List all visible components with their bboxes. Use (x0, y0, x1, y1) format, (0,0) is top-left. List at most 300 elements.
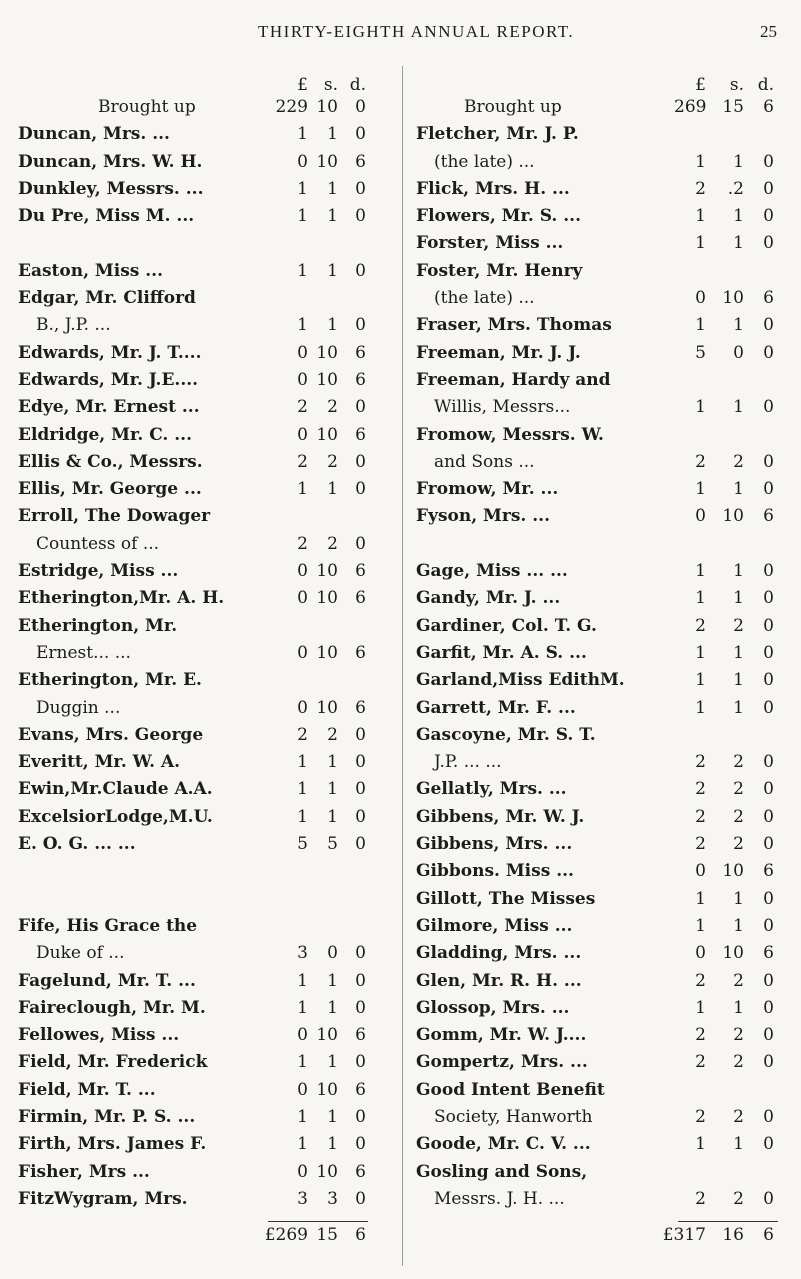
subscriber-name: Fisher, Mrs ... (18, 1161, 150, 1182)
pounds-value: 3 (297, 1188, 308, 1209)
subscriber-name: Estridge, Miss ... (18, 561, 179, 582)
subscriber-row (416, 1186, 786, 1213)
pounds-value: 1 (297, 315, 308, 336)
pounds-value: 2 (695, 1106, 706, 1127)
pounds-value: 1 (695, 997, 706, 1018)
subscriber-row (18, 422, 388, 449)
pounds-value: 1 (297, 779, 308, 800)
pence-value: 0 (355, 724, 366, 745)
subscriber-row (416, 667, 786, 694)
pounds-value: 2 (297, 397, 308, 418)
pounds-value: 3 (297, 943, 308, 964)
subscriber-name: Fagelund, Mr. T. ... (18, 970, 196, 991)
pounds-value: 2 (297, 724, 308, 745)
subscriber-row (416, 176, 786, 203)
shillings-value: 1 (733, 997, 744, 1018)
shillings-value: 1 (733, 315, 744, 336)
subscriber-name: Messrs. J. H. ... (434, 1188, 565, 1209)
pounds-value: 1 (297, 752, 308, 773)
pence-header: d. (349, 75, 366, 95)
pounds-value: 1 (297, 260, 308, 281)
subscriber-row (18, 476, 388, 503)
subscriber-name: Duncan, Mrs. ... (18, 124, 170, 145)
shillings-value: 2 (733, 834, 744, 855)
shillings-value: 1 (733, 915, 744, 936)
total-shillings: 15 (316, 1225, 338, 1246)
subscriber-row (416, 230, 786, 257)
subscriber-name: Firmin, Mr. P. S. ... (18, 1106, 196, 1127)
subscriber-row (18, 1049, 388, 1076)
pounds-value: 2 (695, 779, 706, 800)
subscriber-name: Edgar, Mr. Clifford (18, 288, 196, 309)
subscriber-row (416, 804, 786, 831)
pounds-value: 1 (297, 206, 308, 227)
pounds-value: 2 (695, 834, 706, 855)
pounds-value: 2 (695, 1188, 706, 1209)
subscriber-row (416, 913, 786, 940)
subscriber-name: Erroll, The Dowager (18, 506, 211, 527)
pounds-value: 1 (695, 233, 706, 254)
subscriber-row (416, 995, 786, 1022)
subscriber-name: Gladding, Mrs. ... (416, 943, 582, 964)
subscriber-name: Gascoyne, Mr. S. T. (416, 724, 596, 745)
subscriber-row (416, 585, 786, 612)
pence-value: 0 (355, 260, 366, 281)
pence-value: 0 (355, 834, 366, 855)
subscriber-name: Everitt, Mr. W. A. (18, 752, 181, 773)
column-total-row (18, 1222, 388, 1249)
subscriber-row (416, 422, 786, 449)
subscriber-name: Dunkley, Messrs. ... (18, 178, 204, 199)
pounds-value: 2 (695, 451, 706, 472)
shillings-value: 1 (327, 1134, 338, 1155)
pounds-value: 1 (297, 1052, 308, 1073)
pounds-value: 1 (695, 888, 706, 909)
shillings-value: 1 (327, 1052, 338, 1073)
pounds-value: 1 (695, 1134, 706, 1155)
pence-value: 6 (355, 642, 366, 663)
pence-value: 0 (355, 752, 366, 773)
column-total-row (416, 1222, 786, 1249)
subscriber-row (18, 285, 388, 312)
pence-value: 0 (763, 1025, 774, 1046)
pence-value: 0 (355, 451, 366, 472)
subscriber-row (18, 258, 388, 285)
shillings-value: 10 (316, 642, 338, 663)
subscriber-name: Firth, Mrs. James F. (18, 1134, 207, 1155)
pence-value: 0 (763, 451, 774, 472)
shillings-value: 1 (733, 588, 744, 609)
pence-value: 0 (763, 315, 774, 336)
subscriber-name: Etherington,Mr. A. H. (18, 588, 225, 609)
pounds-value: 0 (695, 288, 706, 309)
pence-value: 0 (763, 752, 774, 773)
subscriber-name: ExcelsiorLodge,M.U. (18, 806, 213, 827)
subscriber-row (416, 968, 786, 995)
subscriber-row (18, 995, 388, 1022)
subscriber-row (416, 121, 786, 148)
pence-value: 0 (763, 151, 774, 172)
pence-value: 6 (763, 943, 774, 964)
pence-value: 0 (763, 806, 774, 827)
pence-value: 0 (763, 561, 774, 582)
subscriber-name: Gandy, Mr. J. ... (416, 588, 561, 609)
subscriber-name: Foster, Mr. Henry (416, 260, 583, 281)
subscriber-name: Fletcher, Mr. J. P. (416, 124, 579, 145)
pounds-value: 1 (695, 642, 706, 663)
subscriber-row (18, 176, 388, 203)
subscriber-row (416, 695, 786, 722)
brought-up-label: Brought up (98, 97, 196, 117)
subscriber-row (416, 940, 786, 967)
subscriber-row (416, 367, 786, 394)
pounds-value: 1 (297, 997, 308, 1018)
subscriber-name: Edwards, Mr. J. T.... (18, 342, 202, 363)
pence-value: 0 (355, 943, 366, 964)
pounds-value: 2 (695, 806, 706, 827)
pounds-value: 1 (695, 479, 706, 500)
shillings-value: 2 (327, 724, 338, 745)
subscriber-row (416, 149, 786, 176)
pounds-header: £ (297, 75, 308, 95)
subscriber-name: Fromow, Messrs. W. (416, 424, 604, 445)
shillings-value: 1 (733, 1134, 744, 1155)
subscriber-name: Field, Mr. T. ... (18, 1079, 156, 1100)
subscriber-row (18, 940, 388, 967)
subscriber-row (416, 749, 786, 776)
pounds-value: 1 (297, 178, 308, 199)
subscriber-row (416, 312, 786, 339)
shillings-value: 1 (327, 260, 338, 281)
pence-value: 0 (763, 915, 774, 936)
shillings-value: 2 (327, 533, 338, 554)
subscriber-name: E. O. G. ... ... (18, 834, 136, 855)
pence-value: 0 (355, 1134, 366, 1155)
pounds-value: 0 (297, 642, 308, 663)
subscriber-name: Gage, Miss ... ... (416, 561, 568, 582)
subscriber-row (18, 886, 388, 913)
pence-value: 6 (355, 1025, 366, 1046)
subscriber-name: Etherington, Mr. (18, 615, 178, 636)
pence-value: 0 (355, 997, 366, 1018)
shillings-value: 10 (722, 861, 744, 882)
subscriber-name: Ernest... ... (36, 642, 131, 663)
subscriber-name: Glossop, Mrs. ... (416, 997, 570, 1018)
subscriber-row (18, 1022, 388, 1049)
shillings-value: 2 (733, 1025, 744, 1046)
shillings-value: 1 (327, 178, 338, 199)
page-number: 25 (760, 22, 777, 41)
shillings-value: 1 (327, 752, 338, 773)
pounds-value: 2 (297, 533, 308, 554)
pence-value: 6 (355, 342, 366, 363)
subscriber-row (18, 312, 388, 339)
pence-value: 0 (355, 206, 366, 227)
pence-value: 0 (763, 342, 774, 363)
shillings-value: 2 (733, 779, 744, 800)
shillings-value: 1 (327, 997, 338, 1018)
pence-value: 6 (355, 697, 366, 718)
shillings-value: 10 (316, 1025, 338, 1046)
subscriber-name: Fife, His Grace the (18, 915, 198, 936)
pence-value: 6 (355, 561, 366, 582)
shillings-value: 1 (733, 697, 744, 718)
left-column (18, 72, 388, 1249)
subscriber-row (18, 858, 388, 885)
shillings-value: 1 (327, 479, 338, 500)
subscriber-name: Du Pre, Miss M. ... (18, 206, 195, 227)
subscriber-name: Evans, Mrs. George (18, 724, 204, 745)
subscriber-name: Good Intent Benefit (416, 1079, 605, 1100)
pounds-value: 0 (695, 943, 706, 964)
subscriber-row (18, 640, 388, 667)
subscriber-name: Freeman, Mr. J. J. (416, 342, 581, 363)
subscriber-name: Easton, Miss ... (18, 260, 164, 281)
pence-value: 0 (763, 1188, 774, 1209)
subscriber-name: Fromow, Mr. ... (416, 479, 559, 500)
shillings-value: 1 (327, 779, 338, 800)
pence-value: 0 (763, 642, 774, 663)
pence-value: 0 (355, 1106, 366, 1127)
subscriber-name: Etherington, Mr. E. (18, 670, 202, 691)
subscriber-row (416, 722, 786, 749)
pence-value: 0 (763, 779, 774, 800)
subscriber-name: Gardiner, Col. T. G. (416, 615, 597, 636)
subscriber-name: Fyson, Mrs. ... (416, 506, 550, 527)
subscriber-name: Freeman, Hardy and (416, 369, 611, 390)
subscriber-row (18, 667, 388, 694)
pence-value: 0 (355, 806, 366, 827)
subscriber-name: Goode, Mr. C. V. ... (416, 1134, 591, 1155)
subscriber-row (18, 695, 388, 722)
pence-value: 0 (355, 1188, 366, 1209)
shillings-value: 1 (733, 642, 744, 663)
subscriber-row (18, 831, 388, 858)
pence-value: 0 (763, 206, 774, 227)
subscriber-row (18, 913, 388, 940)
pence-value: 0 (763, 997, 774, 1018)
shillings-value: 10 (722, 506, 744, 527)
shillings-value: 0 (733, 342, 744, 363)
pounds-value: 269 (674, 97, 707, 117)
subscriber-name: Gillott, The Misses (416, 888, 596, 909)
subscriber-row (18, 776, 388, 803)
subscriber-row (416, 503, 786, 530)
shillings-value: 10 (316, 424, 338, 445)
pounds-value: 0 (695, 506, 706, 527)
subscriber-row (18, 149, 388, 176)
subscriber-row (416, 640, 786, 667)
subscriber-name: and Sons ... (434, 451, 535, 472)
pounds-value: 1 (297, 806, 308, 827)
total-pence: 6 (763, 1225, 774, 1246)
subscriber-name: Faireclough, Mr. M. (18, 997, 206, 1018)
subscriber-name: Flick, Mrs. H. ... (416, 178, 570, 199)
shillings-value: 0 (327, 943, 338, 964)
shillings-value: 1 (327, 315, 338, 336)
total-pence: 6 (355, 1225, 366, 1246)
pounds-value: 1 (695, 697, 706, 718)
pounds-value: 1 (297, 970, 308, 991)
subscriber-name: Edwards, Mr. J.E.... (18, 369, 199, 390)
subscriber-name: (the late) ... (434, 288, 535, 309)
subscriber-name: (the late) ... (434, 151, 535, 172)
pence-value: 0 (763, 670, 774, 691)
subscriber-name: Gibbens, Mrs. ... (416, 834, 573, 855)
subscriber-row (416, 258, 786, 285)
pounds-value: 0 (695, 861, 706, 882)
subscriber-row (416, 1022, 786, 1049)
subscriber-row (18, 968, 388, 995)
subscriber-name: Duncan, Mrs. W. H. (18, 151, 203, 172)
pounds-value: 0 (297, 151, 308, 172)
pounds-value: 1 (695, 588, 706, 609)
subscriber-name: Field, Mr. Frederick (18, 1052, 208, 1073)
subscriber-name: Society, Hanworth (434, 1106, 593, 1127)
subscriber-row (416, 203, 786, 230)
pence-value: 6 (763, 506, 774, 527)
shillings-value: 1 (733, 397, 744, 418)
subscriber-row (18, 121, 388, 148)
pence-value: 6 (355, 588, 366, 609)
pence-value: 0 (763, 178, 774, 199)
subscriber-name: Gellatly, Mrs. ... (416, 779, 567, 800)
pounds-value: 1 (695, 151, 706, 172)
subscriber-name: Gosling and Sons, (416, 1161, 588, 1182)
pounds-value: 0 (297, 588, 308, 609)
subscriber-name: Duggin ... (36, 697, 121, 718)
subscriber-row (18, 1104, 388, 1131)
subscriber-row (18, 503, 388, 530)
subscriber-row (416, 394, 786, 421)
shillings-header: s. (729, 75, 744, 95)
shillings-value: 1 (327, 806, 338, 827)
pence-value: 6 (763, 288, 774, 309)
subscriber-row (18, 1131, 388, 1158)
pence-value: 0 (355, 397, 366, 418)
shillings-value: 1 (327, 206, 338, 227)
subscriber-row (18, 749, 388, 776)
shillings-value: 1 (733, 561, 744, 582)
shillings-value: 10 (722, 288, 744, 309)
currency-header-row (416, 72, 786, 94)
shillings-value: 2 (733, 1106, 744, 1127)
pence-value: 0 (355, 533, 366, 554)
subscriber-row (416, 1159, 786, 1186)
shillings-value: 1 (733, 233, 744, 254)
pounds-value: 1 (695, 206, 706, 227)
pounds-value: 5 (297, 834, 308, 855)
shillings-value: 1 (327, 1106, 338, 1127)
pounds-header: £ (695, 75, 706, 95)
pence-value: 0 (763, 1106, 774, 1127)
pence-value: 0 (763, 697, 774, 718)
subscriber-row (18, 367, 388, 394)
shillings-value: 2 (733, 451, 744, 472)
subscriber-name: Gilmore, Miss ... (416, 915, 573, 936)
total-pounds: £269 (264, 1225, 308, 1246)
subscriber-row (416, 831, 786, 858)
pence-value: 0 (355, 1052, 366, 1073)
right-column (416, 72, 786, 1249)
pence-value: 0 (763, 834, 774, 855)
subscriber-name: Glen, Mr. R. H. ... (416, 970, 582, 991)
shillings-value: 5 (327, 834, 338, 855)
shillings-value: 1 (327, 970, 338, 991)
subscriber-row (18, 531, 388, 558)
subscriber-name: Edye, Mr. Ernest ... (18, 397, 200, 418)
shillings-value: 10 (316, 1161, 338, 1182)
subscriber-row (18, 1186, 388, 1213)
subscriber-row (416, 558, 786, 585)
shillings-value: 1 (733, 479, 744, 500)
subscriber-name: Garrett, Mr. F. ... (416, 697, 576, 718)
shillings-value: 10 (316, 342, 338, 363)
subscriber-name: Forster, Miss ... (416, 233, 564, 254)
subscriber-row (416, 1104, 786, 1131)
subscriber-row (416, 340, 786, 367)
subscriber-name: Fraser, Mrs. Thomas (416, 315, 612, 336)
shillings-value: 1 (327, 124, 338, 145)
shillings-value: 2 (327, 397, 338, 418)
shillings-header: s. (323, 75, 338, 95)
subscriber-name: Countess of ... (36, 533, 160, 554)
shillings-value: 1 (733, 888, 744, 909)
shillings-value: 10 (316, 1079, 338, 1100)
shillings-value: 10 (316, 588, 338, 609)
subscriber-name: Fellowes, Miss ... (18, 1025, 180, 1046)
subscriber-row (416, 285, 786, 312)
page-title: THIRTY-EIGHTH ANNUAL REPORT. (258, 22, 575, 41)
subscriber-name: Ewin,Mr.Claude A.A. (18, 779, 213, 800)
subscriber-row (18, 1077, 388, 1104)
pounds-value: 0 (297, 1079, 308, 1100)
pounds-value: 229 (275, 97, 308, 117)
subscriber-name: Flowers, Mr. S. ... (416, 206, 581, 227)
subscriber-row (18, 449, 388, 476)
subscriber-row (18, 585, 388, 612)
pence-value: 0 (763, 588, 774, 609)
subscriber-row (416, 613, 786, 640)
subscriber-row (18, 203, 388, 230)
subscriber-name: FitzWygram, Mrs. (18, 1188, 188, 1209)
pounds-value: 1 (695, 315, 706, 336)
shillings-value: 10 (316, 561, 338, 582)
pence-value: 0 (763, 479, 774, 500)
shillings-value: 2 (733, 752, 744, 773)
subscriber-name: J.P. ... ... (434, 752, 502, 773)
subscriber-name: Garfit, Mr. A. S. ... (416, 642, 587, 663)
shillings-value: 10 (316, 97, 338, 117)
shillings-value: 1 (733, 670, 744, 691)
brought-up-row (416, 94, 786, 121)
pounds-value: 2 (695, 1025, 706, 1046)
subscriber-name: Gompertz, Mrs. ... (416, 1052, 588, 1073)
subscriber-row (416, 531, 786, 558)
pence-value: 0 (355, 315, 366, 336)
column-divider (402, 66, 403, 1266)
shillings-value: 2 (733, 1188, 744, 1209)
currency-header-row (18, 72, 388, 94)
pounds-value: 2 (695, 1052, 706, 1073)
pence-value: 6 (355, 1161, 366, 1182)
subscriber-row (18, 722, 388, 749)
pence-value: 0 (355, 970, 366, 991)
pence-value: 0 (763, 233, 774, 254)
pounds-value: 1 (297, 479, 308, 500)
pence-value: 0 (763, 1134, 774, 1155)
subscriber-name: Ellis, Mr. George ... (18, 479, 202, 500)
